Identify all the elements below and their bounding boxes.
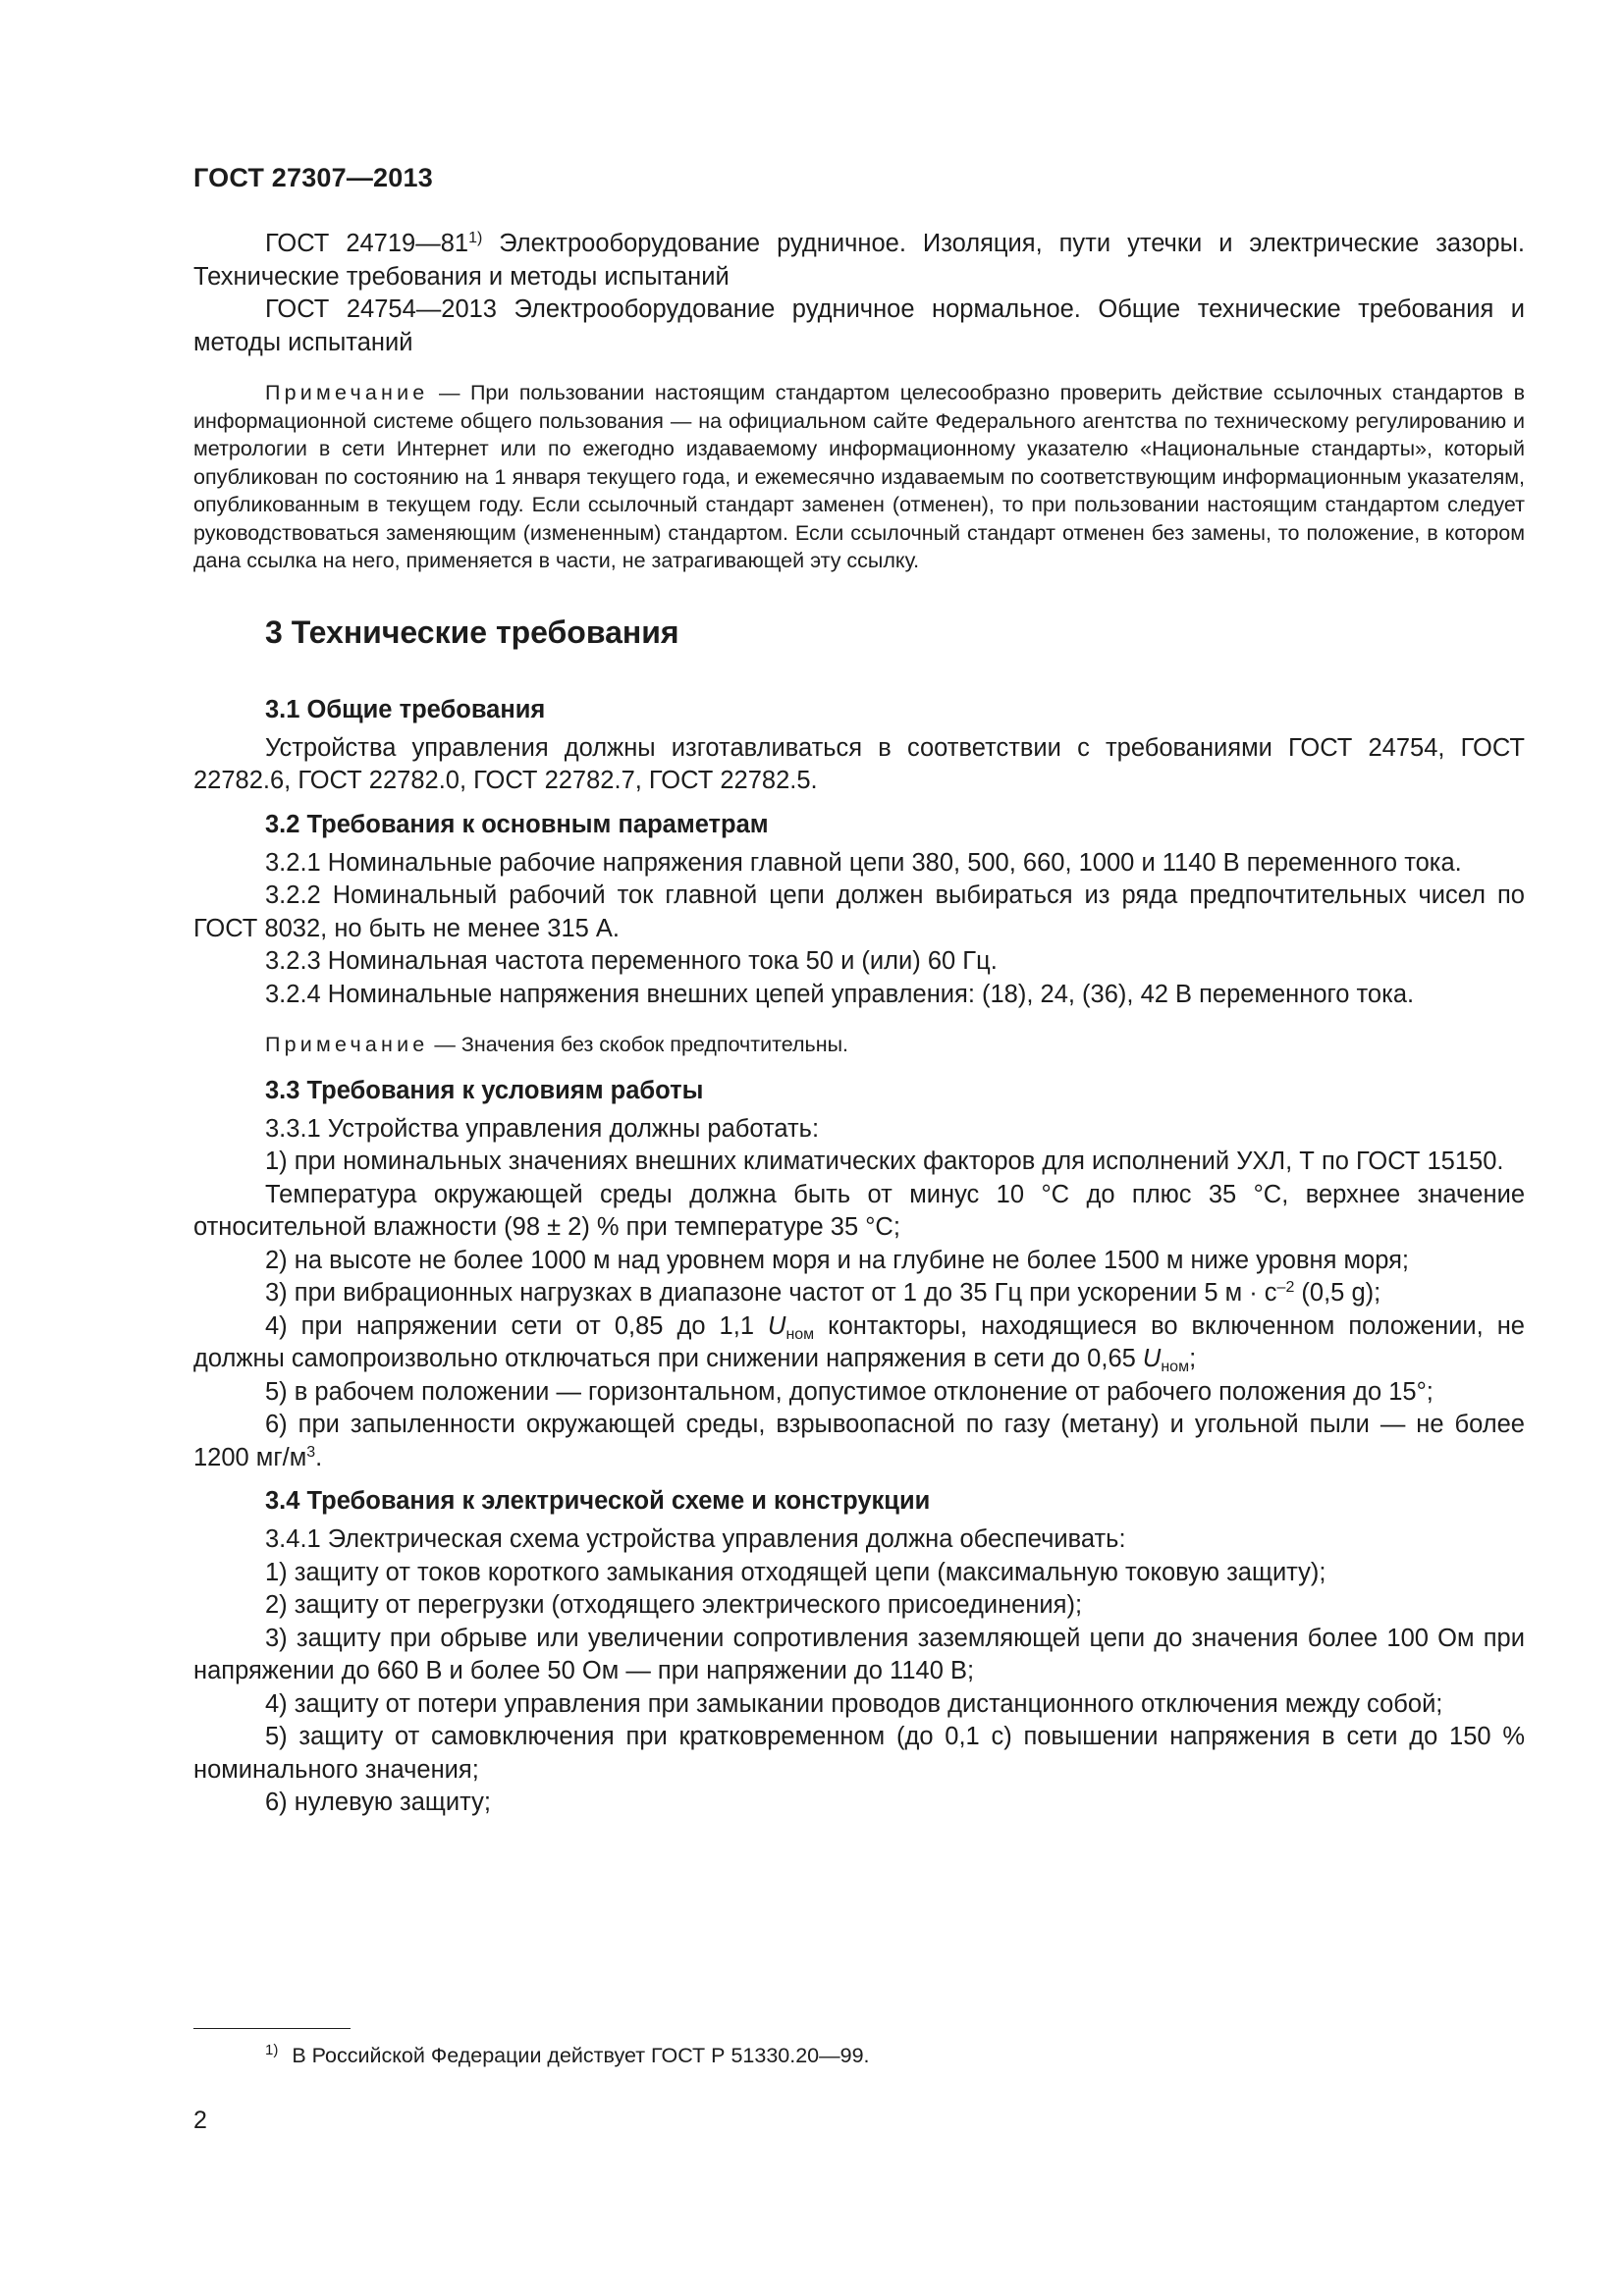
list-item-3-4-1-4: 4) защиту от потери управления при замыкании проводов дистанционного отключения между собой;	[265, 1689, 1443, 1718]
section-title: 3 Технические требования	[265, 614, 679, 650]
note-references	[193, 379, 1525, 575]
text-fragment: 6) при запыленности окружающей среды, взрывоопасной по газу (метану) и угольной пыли — не более 1200 мг/м	[193, 1411, 1525, 1471]
footnote	[265, 2042, 870, 2069]
list-item-3-4-1-1: 1) защиту от токов короткого замыкания отходящей цепи (максимальную токовую защиту);	[265, 1558, 1326, 1586]
reference-title: Электрооборудование рудничное. Изоляция, пути утечки и электрические зазоры. Технические требования и методы испытаний	[193, 230, 1526, 291]
list-item-3-4-1-3: 3) защиту при обрыве или увеличении сопротивления заземляющей цепи до значения более 100 Ом при напряжении до 660 В и более 50 Ом — при напряжении до 1140 В;	[193, 1624, 1525, 1684]
paragraph-3-3-1: 3.3.1 Устройства управления должны работать:	[265, 1114, 820, 1143]
subsection-title-3-2: 3.2 Требования к основным параметрам	[265, 810, 769, 838]
document-body	[193, 228, 1525, 1820]
subscript: ном	[1161, 1359, 1190, 1375]
list-item-3-3-1-5: 5) в рабочем положении — горизонтальном, допустимое отклонение от рабочего положения до 15°;	[265, 1377, 1434, 1406]
document-header: ГОСТ 27307—2013	[193, 163, 433, 192]
footnote-marker: 1)	[265, 2042, 279, 2058]
list-item-3-4-1-5: 5) защиту от самовключения при кратковременном (до 0,1 с) повышении напряжения в сети до 150 % номинального значения;	[193, 1723, 1525, 1784]
list-item-3-3-1-2: 2) на высоте не более 1000 м над уровнем моря и на глубине не более 1500 м ниже уровня моря;	[265, 1246, 1409, 1274]
page-number: 2	[193, 2107, 207, 2134]
text-fragment: (0,5 g);	[1294, 1279, 1381, 1307]
paragraph-3-4-1: 3.4.1 Электрическая схема устройства управления должна обеспечивать:	[265, 1525, 1126, 1553]
list-item-3-3-1-1: 1) при номинальных значениях внешних климатических факторов для исполнений УХЛ, Т по ГОСТ 15150.	[265, 1148, 1504, 1175]
paragraph-3-2-2: 3.2.2 Номинальный рабочий ток главной цепи должен выбираться из ряда предпочтительных чисел по ГОСТ 8032, но быть не менее 315 А.	[193, 881, 1525, 942]
text-fragment: контакторы, находящиеся во включенном положении, не должны самопроизвольно отключаться при снижении напряжения в сети до 0,65	[193, 1311, 1525, 1372]
footnote-marker: 1)	[468, 230, 483, 246]
text-fragment: .	[315, 1443, 323, 1471]
subsection-title-3-1: 3.1 Общие требования	[265, 695, 546, 723]
reference-gost-24719	[193, 228, 1525, 294]
subsection-title-3-4: 3.4 Требования к электрической схеме и конструкции	[265, 1487, 931, 1515]
note-3-2	[193, 1031, 1525, 1059]
symbol-u: U	[1142, 1345, 1162, 1372]
paragraph-3-2-1: 3.2.1 Номинальные рабочие напряжения главной цепи 380, 500, 660, 1000 и 1140 В переменного тока.	[265, 848, 1462, 877]
note-text: — Значения без скобок предпочтительны.	[428, 1033, 849, 1056]
subsection-title-3-3: 3.3 Требования к условиям работы	[265, 1076, 704, 1104]
note-text: — При пользовании настоящим стандартом целесообразно проверить действие ссылочных стандартов в информационной системе общего пользования — на официальном сайте Федерального агентства по техническому регулированию и метрологии в сети Интернет или по ежегодно издаваемому информационному указателю «Национальные стандарты», который опубликован по состоянию на 1 января текущего года, и ежемесячно издаваемым по соответствующим информационным указателям, опубликованным в текущем году. Если ссылочный стандарт заменен (отменен), то при пользовании настоящим стандартом следует руководствоваться заменяющим (измененным) стандартом. Если ссылочный стандарт отменен без замены, то положение, в котором дана ссылка на него, применяется в части, не затрагивающей эту ссылку.	[193, 381, 1525, 572]
paragraph-temperature: Температура окружающей среды должна быть от минус 10 °С до плюс 35 °С, верхнее значение относительной влажности (98 ± 2) % при температуре 35 °С;	[193, 1180, 1525, 1241]
paragraph-3-2-3: 3.2.3 Номинальная частота переменного тока 50 и (или) 60 Гц.	[265, 947, 998, 975]
footnote-text: В Российской Федерации действует ГОСТ Р 51330.20—99.	[292, 2044, 870, 2067]
note-label: Примечание	[265, 1033, 429, 1056]
superscript: 3	[306, 1443, 316, 1461]
list-item-3-4-1-2: 2) защиту от перегрузки (отходящего электрического присоединения);	[265, 1591, 1083, 1619]
superscript: –2	[1276, 1279, 1295, 1296]
text-fragment: ;	[1189, 1345, 1197, 1372]
paragraph-3-1: Устройства управления должны изготавливаться в соответствии с требованиями ГОСТ 24754, ГОСТ 22782.6, ГОСТ 22782.0, ГОСТ 22782.7, ГОСТ 22782.5.	[193, 733, 1525, 794]
list-item-3-3-1-3	[193, 1277, 1525, 1310]
reference-code: ГОСТ 24719—81	[265, 230, 469, 257]
note-label: Примечание	[265, 381, 429, 404]
reference-gost-24754: ГОСТ 24754—2013 Электрооборудование рудничное нормальное. Общие технические требования и методы испытаний	[193, 295, 1525, 356]
text-fragment: 3) при вибрационных нагрузках в диапазоне частот от 1 до 35 Гц при ускорении 5 м · с	[265, 1279, 1277, 1307]
symbol-u: U	[768, 1311, 786, 1340]
subscript: ном	[785, 1325, 815, 1343]
list-item-3-4-1-6: 6) нулевую защиту;	[265, 1789, 491, 1816]
list-item-3-3-1-6	[193, 1409, 1525, 1474]
text-fragment: 4) при напряжении сети от 0,85 до 1,1	[265, 1311, 769, 1340]
paragraph-3-2-4: 3.2.4 Номинальные напряжения внешних цепей управления: (18), 24, (36), 42 В переменного тока.	[265, 980, 1415, 1008]
list-item-3-3-1-4	[193, 1310, 1525, 1376]
footnote-separator	[193, 2028, 351, 2029]
